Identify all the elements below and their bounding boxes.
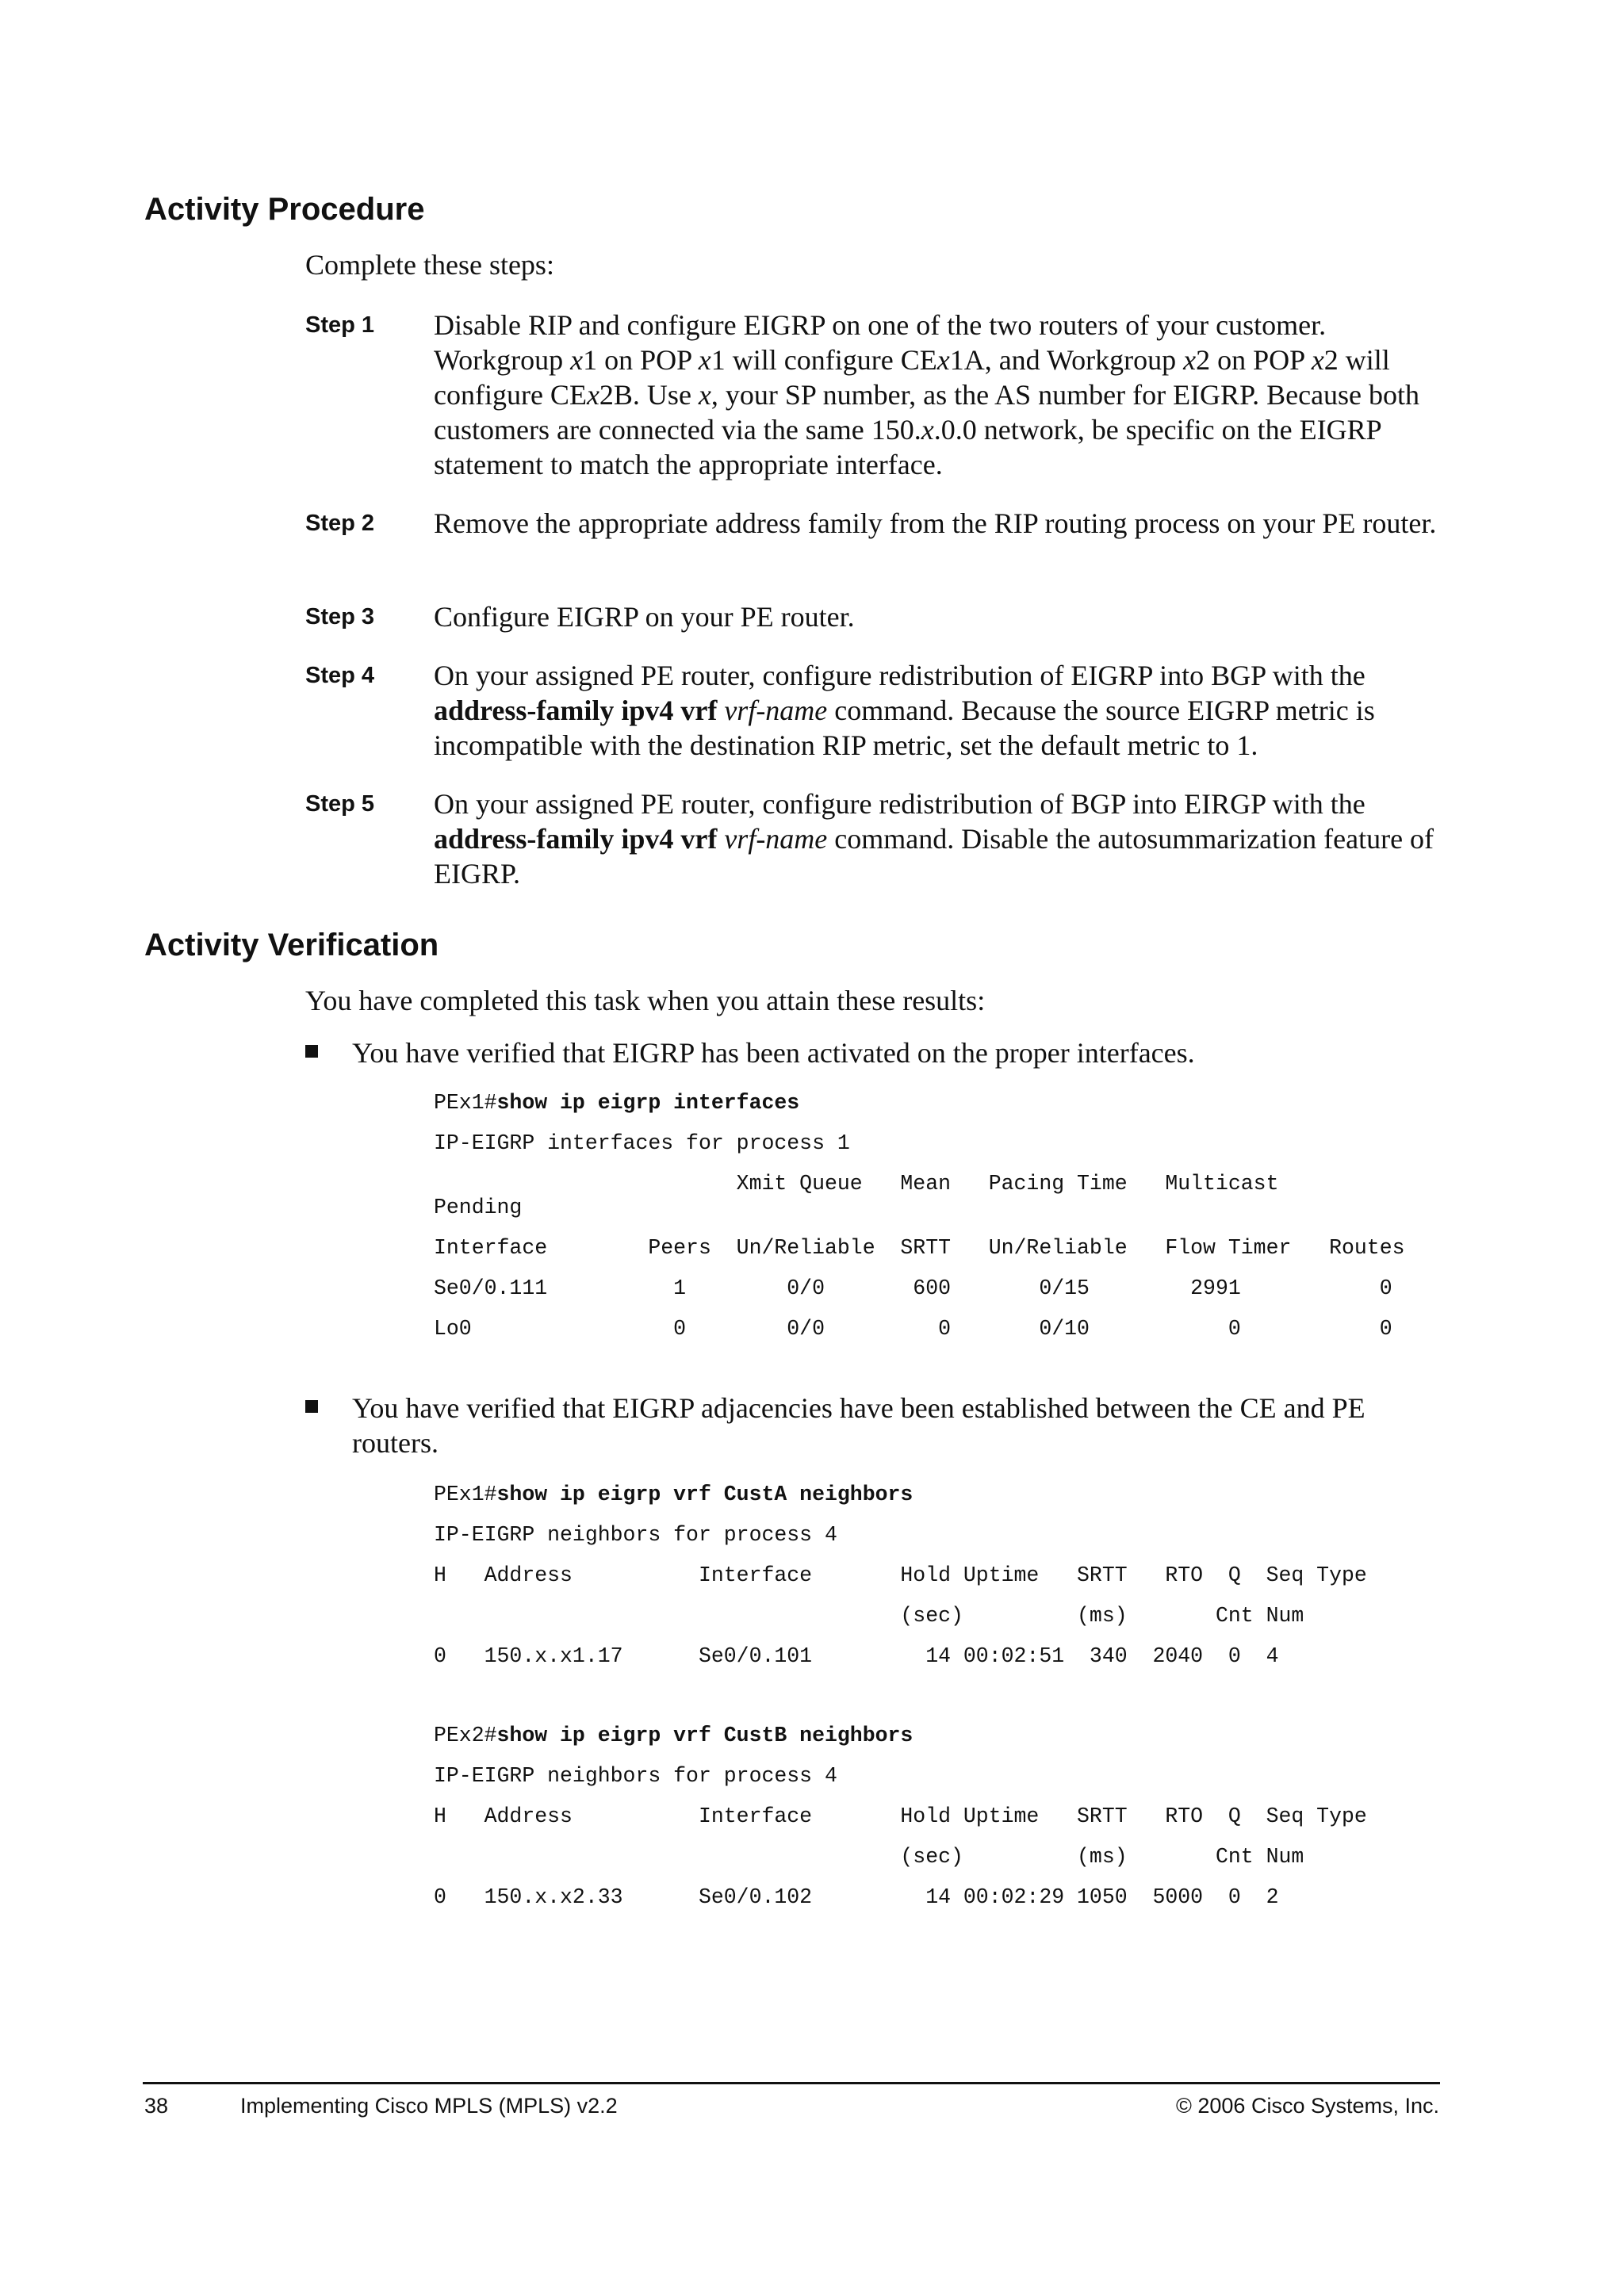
step-text: Remove the appropriate address family from the RIP routing process on your PE router. [434,507,1437,539]
procedure-intro: Complete these steps: [305,249,554,281]
code-line: PEx1#show ip eigrp vrf CustA neighbors [434,1483,914,1506]
code-line: H Address Interface Hold Uptime SRTT RTO Q Seq Type [434,1563,1367,1587]
code-line: 0 150.x.x1.17 Se0/0.101 14 00:02:51 340 2040 0 4 [434,1644,1279,1668]
code-line: 0 150.x.x2.33 Se0/0.102 14 00:02:29 1050 5000 0 2 [434,1885,1279,1909]
code-line: (sec) (ms) Cnt Num [434,1604,1304,1628]
step-text: On your assigned PE router, configure redistribution of EIGRP into BGP with the address-family ipv4 vrf vrf-name command. Because the source EIGRP metric is incompatible with the destination RIP metric, set the default metric to 1. [434,660,1375,761]
square-bullet-icon [305,1045,318,1058]
code-block-custb-neighbors [434,1724,1367,1909]
code-line: PEx1#show ip eigrp interfaces [434,1091,800,1115]
step-text: Configure EIGRP on your PE router. [434,601,855,633]
section-heading-activity-procedure: Activity Procedure [144,192,425,227]
step-text: Disable RIP and configure EIGRP on one of the two routers of your customer. Workgroup x1 on POP x1 will configure CEx1A, and Workgroup x2 on POP x2 will configure CEx2B. Use x, your SP number, as the AS number for EIGRP. Because both customers are connected via the same 150.x.0.0 network, be specific on the EIGRP statement to match the appropriate interface. [434,309,1420,480]
step-label: Step 4 [305,663,375,688]
bullet-text: You have verified that EIGRP has been activated on the proper interfaces. [352,1037,1195,1069]
code-line: IP-EIGRP neighbors for process 4 [434,1764,837,1788]
code-line: IP-EIGRP neighbors for process 4 [434,1523,837,1547]
verification-intro: You have completed this task when you attain these results: [305,985,986,1016]
code-block-custa-neighbors [434,1483,1367,1668]
code-line: H Address Interface Hold Uptime SRTT RTO Q Seq Type [434,1804,1367,1828]
footer-copyright: © 2006 Cisco Systems, Inc. [1175,2094,1439,2118]
footer-book-title: Implementing Cisco MPLS (MPLS) v2.2 [240,2094,618,2118]
code-line: Lo0 0 0/0 0 0/10 0 0 [434,1317,1392,1341]
square-bullet-icon [305,1400,318,1413]
page-number: 38 [144,2094,169,2118]
bullet-text: You have verified that EIGRP adjacencies have been established between the CE and PE routers. [352,1392,1365,1459]
step-label: Step 3 [305,604,375,629]
step-label: Step 1 [305,312,375,338]
code-line: IP-EIGRP interfaces for process 1 [434,1131,850,1155]
step-label: Step 5 [305,791,375,817]
code-line: Xmit Queue Mean Pacing Time Multicast Pending [434,1172,1279,1219]
code-line: PEx2#show ip eigrp vrf CustB neighbors [434,1724,914,1747]
code-block-eigrp-interfaces [434,1091,1405,1341]
code-line: Interface Peers Un/Reliable SRTT Un/Reliable Flow Timer Routes [434,1236,1405,1260]
code-line: Se0/0.111 1 0/0 600 0/15 2991 0 [434,1276,1392,1300]
section-heading-activity-verification: Activity Verification [144,928,439,962]
step-label: Step 2 [305,511,375,536]
step-text: On your assigned PE router, configure redistribution of BGP into EIRGP with the address-family ipv4 vrf vrf-name command. Disable the autosummarization feature of EIGRP. [434,788,1434,890]
footer-divider [143,2082,1440,2084]
code-line: (sec) (ms) Cnt Num [434,1845,1304,1869]
